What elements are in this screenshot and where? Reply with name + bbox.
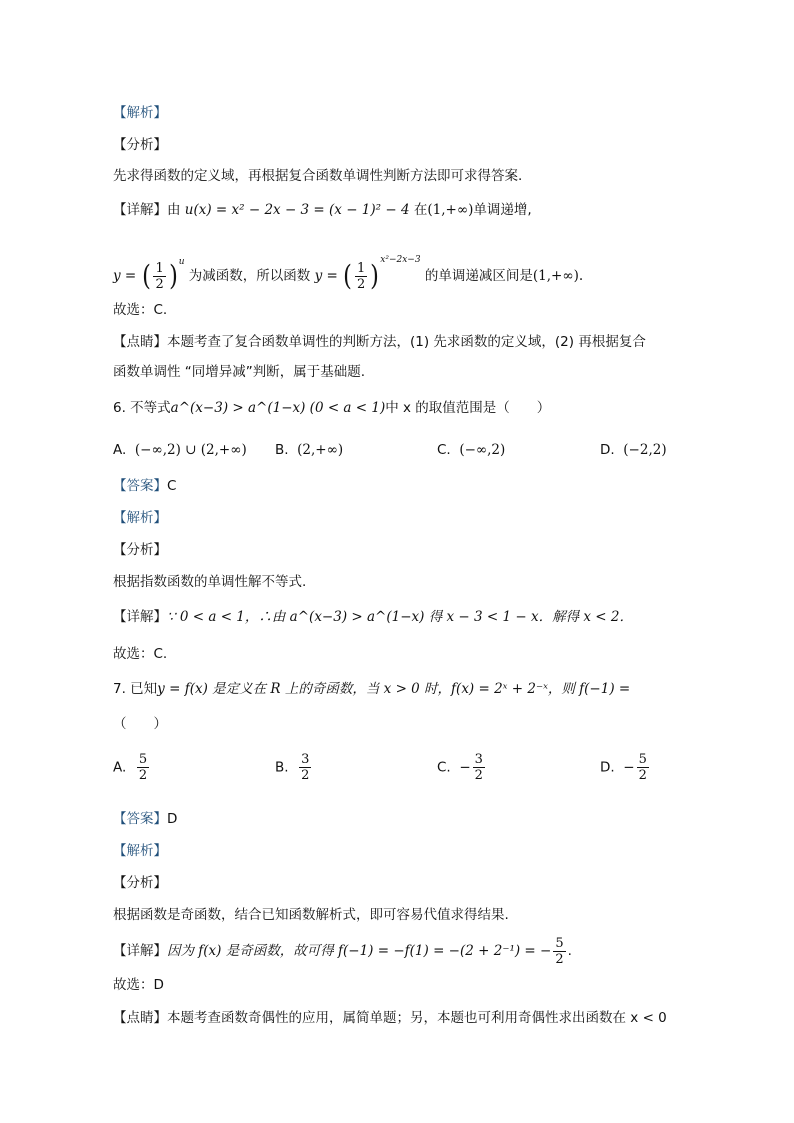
q6-fenxi-text: 根据指数函数的单调性解不等式. [113,574,307,590]
question-6: 6. 不等式a^(x−3) > a^(1−x) (0 < a < 1)中 x 的取值范围是（ ） [113,400,551,416]
q7-option-b: B. $\frac{3}{2}$ [275,752,310,783]
detail-line: 【详解】由 u(x) = x² − 2x − 3 = (x − 1)² − 4 在(1,+∞)单调递增, [113,202,532,218]
fenxi-text: 先求得函数的定义域，再根据复合函数单调性判断方法即可求得答案. [113,168,523,184]
q6-answer: 【答案】C [113,478,177,494]
q6-analysis-heading: 【解析】 [113,510,167,526]
q7-detail: 【详解】因为 f(x) 是奇函数，故可得 f(−1) = −f(1) = −(2 + 2⁻¹) = − $\frac{5}{2}$ . [113,935,572,967]
q7-remark: 【点睛】本题考查函数奇偶性的应用，属简单题；另，本题也可利用奇偶性求出函数在 x < 0 [113,1010,667,1026]
answer-select: 故选：C. [113,302,168,318]
q7-fenxi-text: 根据函数是奇函数，结合已知函数解析式，即可容易代值求得结果. [113,907,509,923]
remark-line: 【点睛】本题考查了复合函数单调性的判断方法，(1) 先求函数的定义域，(2) 再根据复合 [113,334,646,350]
q6-option-c: C. (−∞,2) [437,442,506,458]
fraction: $\frac{1}{2}$ [155,260,164,292]
q6-fenxi-heading: 【分析】 [113,542,167,558]
q7-option-a: A. $\frac{5}{2}$ [113,752,148,783]
q7-option-c: C. − $\frac{3}{2}$ [437,752,483,783]
q6-option-b: B. (2,+∞) [275,442,344,458]
q7-analysis-heading: 【解析】 [113,843,167,859]
q7-option-d: D. − $\frac{5}{2}$ [600,752,647,783]
question-7: 7. 已知y = f(x) 是定义在 R 上的奇函数，当 x > 0 时，f(x) = 2ˣ + 2⁻ˣ，则 f(−1) = [113,681,631,697]
remark-line-2: 函数单调性 “同增异减”判断，属于基础题. [113,364,366,380]
q6-select: 故选：C. [113,646,168,662]
q6-detail: 【详解】∵ 0 < a < 1，∴由 a^(x−3) > a^(1−x) 得 x − 3 < 1 − x．解得 x < 2． [113,609,633,625]
detail-formula-line: y = ( $\frac{1}{2}$ )$^u$ 为减函数，所以函数 y = ( $\frac{1}{2}$ )$^{x^2-2x-3}$ 的单调递减区间是(1,+∞). [113,255,584,292]
analysis-heading: 【解析】 [113,105,167,121]
q7-select: 故选：D [113,977,164,993]
q7-fenxi-heading: 【分析】 [113,875,167,891]
q6-option-a: A. (−∞,2) ∪ (2,+∞) [113,442,247,458]
fenxi-heading: 【分析】 [113,137,167,153]
fraction: $\frac{1}{2}$ [357,260,366,292]
q7-answer: 【答案】D [113,811,178,827]
q6-option-d: D. (−2,2) [600,442,667,458]
question-7-paren: （ ） [113,716,167,732]
